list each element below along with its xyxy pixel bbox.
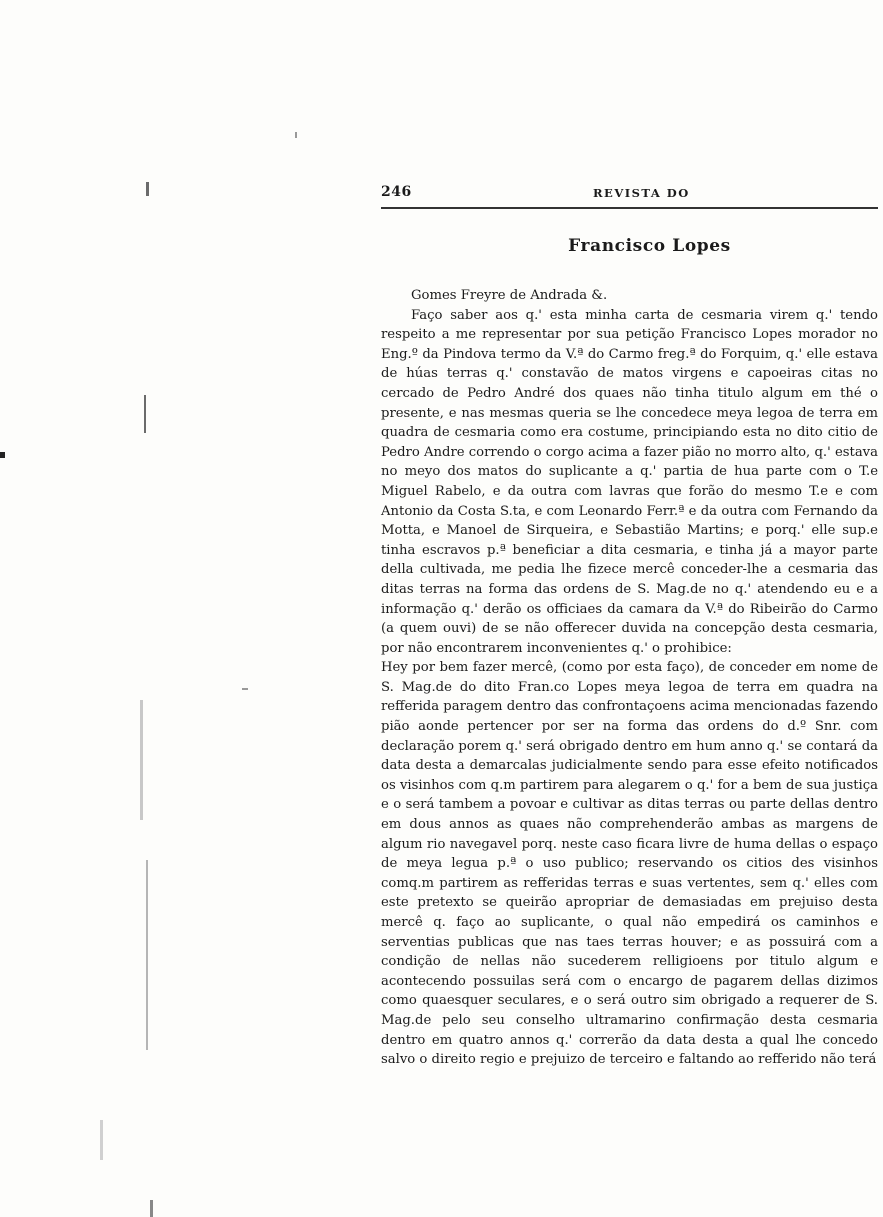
scan-artifact	[0, 452, 5, 458]
scan-artifact	[100, 1120, 103, 1160]
page-header	[381, 184, 878, 206]
page-number: 246	[381, 184, 412, 200]
paragraph-2: Hey por bem fazer mercê, (como por esta faço), de conceder em nome de S. Mag.de do dito Fran.co Lopes meya legoa de terra em quadra na refferida paragem dentro das confrontaçoens acima mencionadas fazendo pião aonde pertencer por ser na forma das ordens do d.º Snr. com declaração porem q.' será obrigado dentro em hum anno q.' se contará da data desta a demarcalas judicialmente sendo para esse efeito notificados os visinhos com q.m partirem para alegarem o q.' for a bem de sua justiça e o será tambem a povoar e cultivar as ditas terras ou parte dellas dentro em dous annos as quaes não comprehenderão ambas as margens de algum rio navegavel porq. neste caso ficara livre de huma dellas o espaço de meya legua p.ª o uso publico; reservando os citios des visinhos comq.m partirem as refferidas terras e suas vertentes, sem q.' elles com este pretexto se queirão apropriar de demasiadas em prejuiso desta mercê q. faço ao suplicante, o qual não empedirá os caminhos e serventias publicas que nas taes terras houver; e as possuirá com a condição de nellas não sucederem relligioens por titulo algum e acontecendo possuilas será com o encargo de pagarem dellas dizimos como quaesquer seculares, e o será outro sim obrigado a requerer de S. Mag.de pelo seu conselho ultramarino confirmação desta cesmaria dentro em quatro annos q.' correrão da data desta a qual lhe concedo salvo o direito regio e prejuizo de terceiro e faltando ao refferido não terá	[381, 660, 878, 1068]
scan-artifact	[140, 700, 143, 820]
scan-artifact	[146, 182, 149, 196]
scan-artifact	[295, 132, 297, 138]
article-body	[381, 286, 878, 1070]
scan-artifact	[146, 860, 148, 1050]
scan-artifact	[242, 688, 248, 690]
scan-artifact	[144, 395, 146, 433]
paragraph-1: Faço saber aos q.' esta minha carta de cesmaria virem q.' tendo respeito a me representar por sua petição Francisco Lopes morador no Eng.º da Pindova termo da V.ª do Carmo freg.ª do Forquim, q.' elle estava de húas terras q.' constavão de matos virgens e capoeiras citas no cercado de Pedro André dos quaes não tinha titulo algum em thé o presente, e nas mesmas queria se lhe concedece meya legoa de terra em quadra de cesmaria como era costume, principiando esta no dito citio de Pedro Andre correndo o corgo acima a fazer pião no morro alto, q.' estava no meyo dos matos do suplicante a q.' partia de hua parte com o T.e Miguel Rabelo, e da outra com lavras que forão do mesmo T.e e com Antonio da Costa S.ta, e com Leonardo Ferr.ª e da outra com Fernando da Motta, e Manoel de Sirqueira, e Sebastião Martins; e porq.' elle sup.e tinha escravos p.ª beneficiar a dita cesmaria, e tinha já a mayor parte della cultivada, me pedia lhe fizece mercê conceder-lhe a cesmaria das ditas terras na forma das ordens de S. Mag.de no q.' atendendo eu e a informação q.' derão os officiaes da camara da V.ª do Ribeirão do Carmo (a quem ouvi) de se não offerecer duvida na concepção desta cesmaria, por não encontrarem inconvenientes q.' o prohibice:	[381, 307, 878, 656]
running-head: REVISTA DO	[593, 186, 690, 200]
article-title: Francisco Lopes	[568, 236, 731, 256]
scan-artifact	[150, 1200, 153, 1217]
header-rule	[381, 207, 878, 209]
greeting-line: Gomes Freyre de Andrada &.	[411, 288, 608, 303]
